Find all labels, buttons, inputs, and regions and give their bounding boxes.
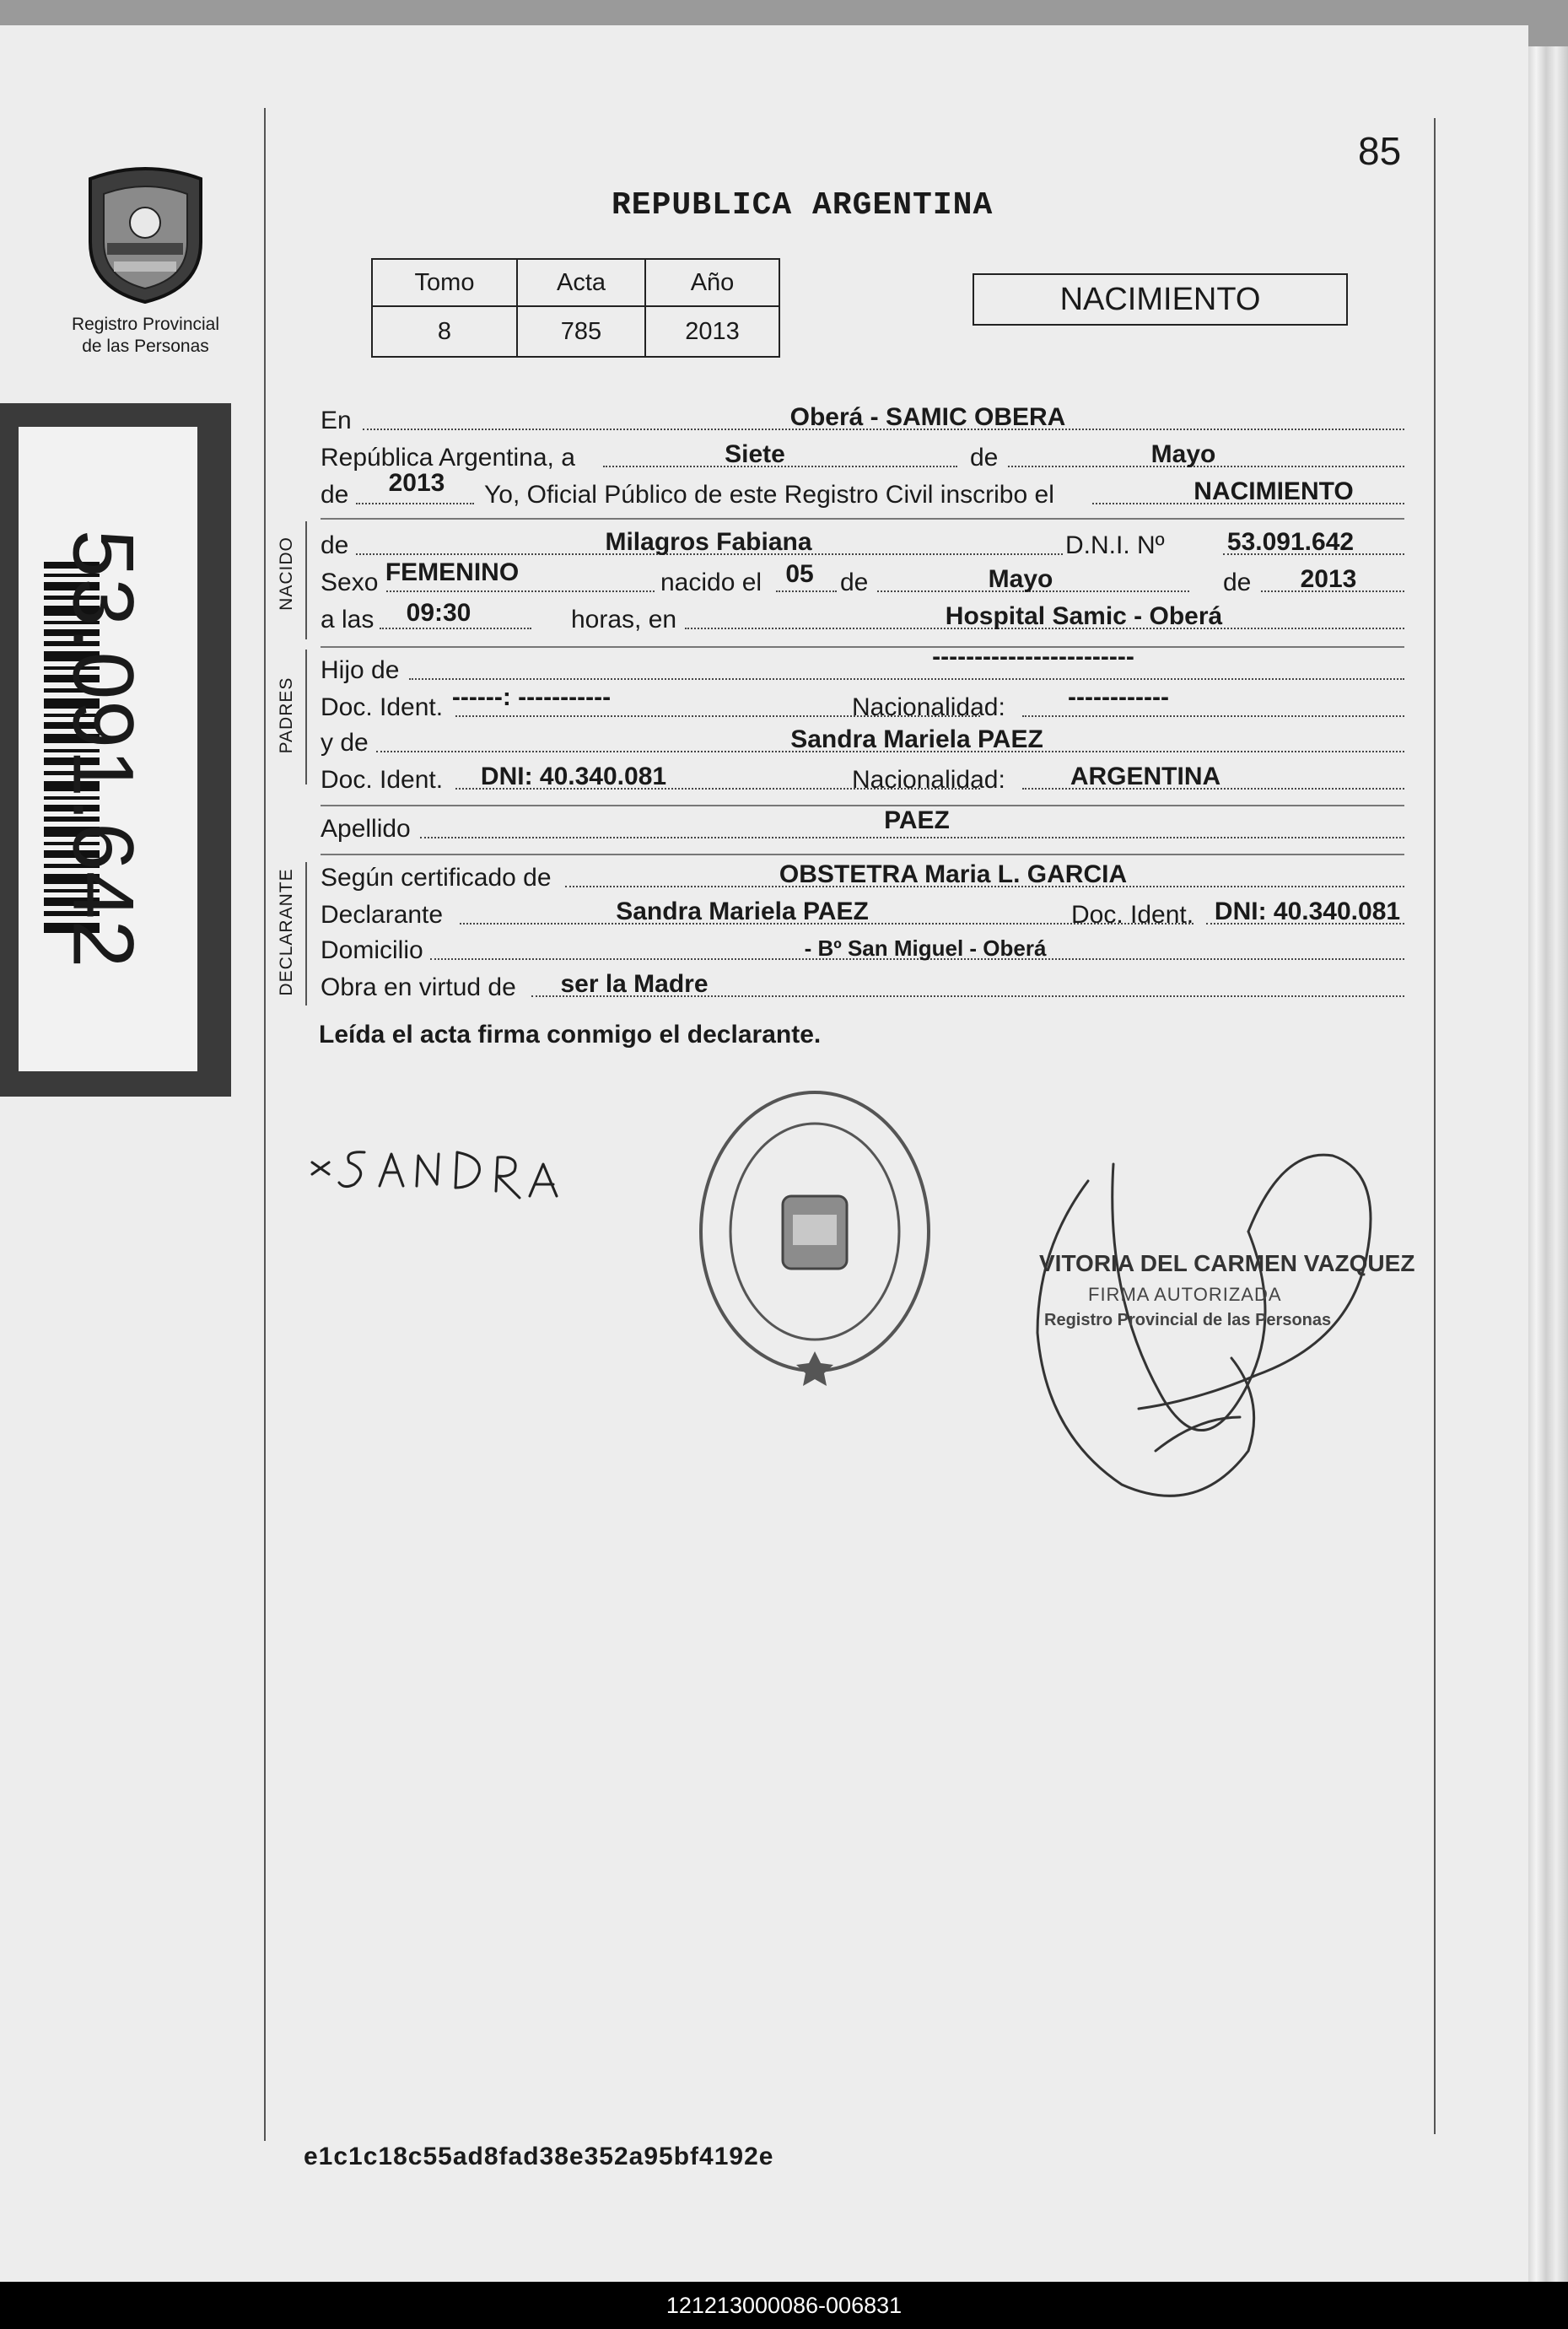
document-hash: e1c1c18c55ad8fad38e352a95bf4192e: [304, 2143, 774, 2170]
sexo-label: Sexo: [321, 569, 379, 596]
country-title: REPUBLICA ARGENTINA: [612, 187, 994, 224]
separator-3: [321, 805, 1404, 806]
hora-value: 09:30: [406, 599, 471, 627]
domicilio-label: Domicilio: [321, 936, 423, 964]
page-number: 85: [1358, 129, 1402, 173]
padre-nac-value: ------------: [1068, 683, 1169, 711]
padre-nac-label: Nacionalidad:: [852, 693, 1005, 721]
row-apellido: [321, 806, 1404, 845]
declarante-bracket: [305, 862, 307, 1005]
row-padre-doc: [321, 683, 1404, 724]
certificado-label: Según certificado de: [321, 864, 552, 892]
separator-1: [321, 518, 1404, 520]
madre-value: Sandra Mariela PAEZ: [790, 725, 1043, 753]
sexo-value: FEMENINO: [385, 558, 520, 586]
anio-value: 2013: [645, 306, 779, 357]
apellido-value: PAEZ: [884, 806, 950, 834]
domicilio-value: - Bº San Miguel - Oberá: [804, 935, 1047, 961]
inscribo-value: NACIMIENTO: [1194, 477, 1354, 505]
footer-code: 121213000086-006831: [0, 2282, 1568, 2329]
section-label-padres: PADRES: [277, 677, 296, 754]
de-label-5: de: [1223, 569, 1252, 596]
y-de-label: y de: [321, 729, 369, 757]
de-label-1: de: [970, 444, 999, 472]
row-nombre: [321, 528, 1404, 562]
horas-en-label: horas, en: [571, 606, 677, 633]
official-title: FIRMA AUTORIZADA: [1088, 1284, 1282, 1305]
a-las-label: a las: [321, 606, 374, 633]
tomo-header: Tomo: [372, 259, 517, 306]
hijo-de-label: Hijo de: [321, 656, 400, 684]
anio-value: 2013: [388, 469, 445, 497]
nac-dia-dots: [776, 590, 837, 592]
registry-name-line2: de las Personas: [82, 337, 209, 356]
nac-dia-value: 05: [785, 560, 814, 588]
de-label-2: de: [321, 481, 349, 509]
dni-label: D.N.I. Nº: [1065, 531, 1165, 559]
barcode-number: 53.091.642: [55, 529, 152, 969]
declarante-doc-label: Doc. Ident.: [1071, 901, 1194, 929]
dia-value: Siete: [725, 440, 785, 468]
madre-doc-value: DNI: 40.340.081: [480, 763, 667, 790]
left-margin-rule: [264, 108, 266, 2141]
official-office: Registro Provincial de las Personas: [1044, 1311, 1332, 1329]
row-madre: [321, 725, 1404, 759]
madre-nac-value: ARGENTINA: [1070, 763, 1221, 790]
obra-value: ser la Madre: [560, 970, 709, 998]
tomo-value: 8: [372, 306, 517, 357]
right-margin-rule: [1434, 118, 1436, 2134]
nac-anio-value: 2013: [1300, 565, 1357, 593]
dni-value: 53.091.642: [1226, 528, 1355, 556]
de-label-4: de: [840, 569, 869, 596]
padres-bracket: [305, 650, 307, 784]
row-hijo-de: [321, 643, 1404, 687]
madre-doc-label: Doc. Ident.: [321, 766, 444, 794]
registry-stamp: [697, 1080, 941, 1400]
barcode-label: [19, 427, 197, 1071]
en-label: En: [321, 407, 352, 434]
record-type-box: NACIMIENTO: [973, 273, 1348, 326]
row-inscribo: [321, 469, 1404, 511]
registry-name-line1: Registro Provincial: [71, 315, 220, 334]
row-domicilio: [321, 933, 1404, 967]
mes-value: Mayo: [1150, 440, 1216, 468]
hora-dots: [380, 628, 531, 629]
certificado-value: OBSTETRA Maria L. GARCIA: [779, 860, 1128, 888]
padre-dots: [409, 678, 1404, 680]
closing-statement: Leída el acta firma conmigo el declarante.: [319, 1021, 822, 1049]
barcode-sticker: [0, 403, 231, 1097]
declarant-signature: [304, 1137, 590, 1213]
page-stack-edge: [1528, 46, 1568, 2282]
padre-doc-label: Doc. Ident.: [321, 693, 444, 721]
anio-header: Año: [645, 259, 779, 306]
nacido-el-label: nacido el: [660, 569, 762, 596]
registry-name: [59, 314, 232, 358]
madre-nac-label: Nacionalidad:: [852, 766, 1005, 794]
row-fecha: [321, 440, 1404, 474]
row-madre-doc: [321, 763, 1404, 796]
row-certificado: [321, 860, 1404, 894]
obra-label: Obra en virtud de: [321, 973, 516, 1001]
acta-header: Acta: [517, 259, 645, 306]
section-label-declarante: DECLARANTE: [277, 868, 296, 996]
sexo-dots: [386, 590, 655, 592]
republica-label: República Argentina, a: [321, 444, 575, 472]
row-obra: [321, 970, 1404, 1004]
nacido-bracket: [305, 521, 307, 639]
declarante-doc-value: DNI: 40.340.081: [1214, 898, 1401, 925]
declarante-value: Sandra Mariela PAEZ: [616, 898, 869, 925]
declarante-label: Declarante: [321, 901, 444, 929]
separator-4: [321, 854, 1404, 855]
official-name: VITORIA DEL CARMEN VAZQUEZ: [1039, 1250, 1415, 1276]
en-value: Oberá - SAMIC OBERA: [789, 403, 1066, 431]
separator-2: [321, 646, 1404, 648]
anio-dots: [356, 503, 474, 504]
padre-value: ------------------------: [932, 643, 1134, 671]
acta-value: 785: [517, 306, 645, 357]
province-seal-logo: [80, 162, 211, 305]
lugar-value: Hospital Samic - Oberá: [945, 602, 1223, 630]
nombre-value: Milagros Fabiana: [605, 528, 812, 556]
row-hora: [321, 599, 1404, 636]
padre-nac-dots: [1022, 715, 1404, 717]
de-label-3: de: [321, 531, 349, 559]
row-sexo: [321, 558, 1404, 599]
section-label-nacido: NACIDO: [277, 536, 296, 611]
row-en: [321, 403, 1404, 437]
inscribo-text: Yo, Oficial Público de este Registro Civil inscribo el: [484, 481, 1054, 509]
record-table: [371, 258, 780, 358]
apellido-label: Apellido: [321, 815, 411, 843]
row-declarante: [321, 898, 1404, 931]
nac-mes-value: Mayo: [988, 565, 1053, 593]
apellido-dots: [420, 837, 1404, 838]
padre-doc-value: ------: -----------: [451, 683, 612, 711]
